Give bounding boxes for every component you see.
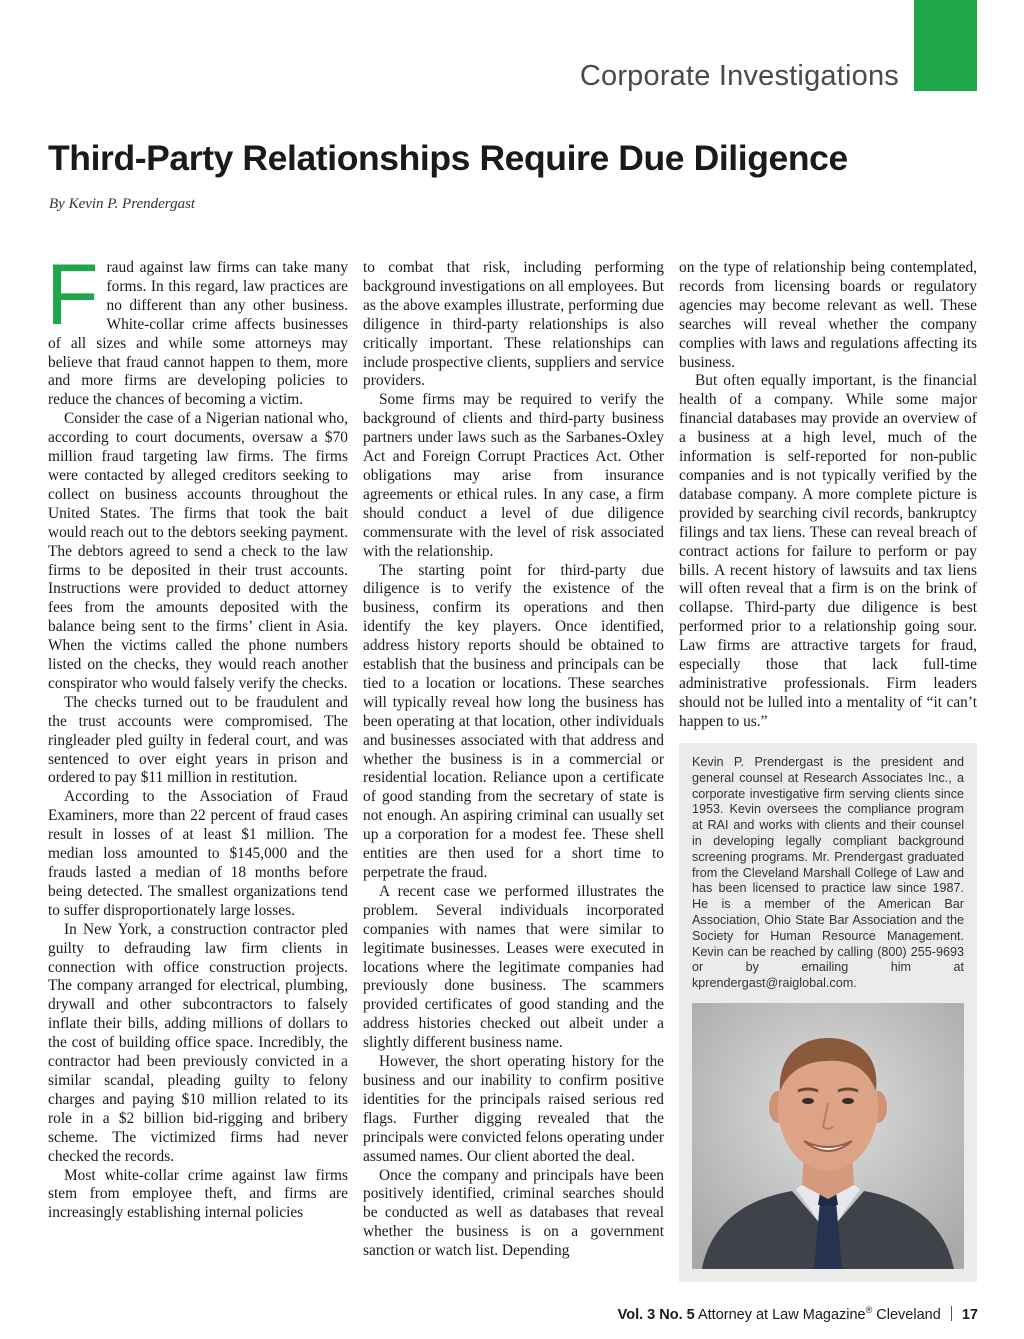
paragraph: Once the company and principals have been positively identified, criminal searches should be conducted as well as databases that reveal whether the business is on a government sanction or watch list. Depending bbox=[363, 1166, 664, 1260]
article-title: Third-Party Relationships Require Due Diligence bbox=[48, 138, 848, 178]
paragraph: But often equally important, is the financial health of a company. While some major financial databases may provide an overview of a business at a high level, much of the information is self-reported for non-public companies and is not typically verified by the database company. A more complete picture is provided by searching civil records, bankruptcy filings and tax liens. These can reveal breach of contract actions for failure to perform or pay bills. A recent history of lawsuits and tax liens will often reveal that a firm is on the brink of collapse. Third-party due diligence is best performed prior to a relationship going sour. Law firms are attractive targets for fraud, especially those that lack full-time administrative professionals. Firm leaders should not be lulled into a mentality of “it can’t happen to us.” bbox=[679, 372, 977, 730]
article-column-2 bbox=[363, 259, 664, 1261]
drop-cap: F bbox=[46, 247, 99, 343]
section-header: Corporate Investigations bbox=[579, 60, 899, 92]
page-footer bbox=[618, 1305, 978, 1323]
paragraph: Some firms may be required to verify the background of clients and third-party business partners under laws such as the Sarbanes-Oxley Act and Foreign Corrupt Practices Act. Other obligations may arise from insurance agreements or ethical rules. In any case, a firm should conduct a level of due diligence commensurate with the level of risk associated with the relationship. bbox=[363, 391, 664, 560]
paragraph: According to the Association of Fraud Examiners, more than 22 percent of fraud cases result in losses of at least $1 million. The median loss amounted to $145,000 and the frauds lasted a median of 18 months before being detected. The smallest organizations tend to suffer disproportionately large losses. bbox=[48, 788, 348, 919]
registered-mark: ® bbox=[865, 1305, 873, 1315]
magazine-city: Cleveland bbox=[876, 1306, 941, 1323]
paragraph: Most white-collar crime against law firms stem from employee theft, and firms are increasingly establishing internal policies bbox=[48, 1166, 348, 1222]
article-column-3 bbox=[679, 259, 977, 732]
paragraph: Fraud against law firms can take many forms. In this regard, law practices are no different than any other business. White-collar crime affects businesses of all sizes and while some attorneys may believe that fraud cannot happen to them, more and more firms are developing policies to reduce the chances of becoming a victim. bbox=[46, 247, 348, 409]
paragraph: The checks turned out to be fraudulent and the trust accounts were compromised. The ringleader pled guilty in federal court, and was sentenced to over eight years in prison and ordered to pay $11 million in restitution. bbox=[48, 693, 348, 787]
author-bio: Kevin P. Prendergast is the president and general counsel at Research Associates Inc., a corporate investigative firm serving clients since 1953. Kevin oversees the compliance program at RAI and works with clients and their counsel in developing legally compliant background screening programs. Mr. Prendergast graduated from the Cleveland Marshall College of Law and has been licensed to practice law since 1987. He is a member of the American Bar Association, Ohio State Bar Association and the Society for Human Resource Management. Kevin can be reached by calling (800) 255-9693 or by emailing him at kprendergast@raiglobal.com. bbox=[692, 755, 964, 991]
footer-divider bbox=[951, 1306, 952, 1321]
author-portrait-icon bbox=[692, 1003, 964, 1269]
article-column-1 bbox=[46, 247, 348, 1223]
paragraph: A recent case we performed illustrates the problem. Several individuals incorporated companies with names that were similar to legitimate businesses. Leases were executed in locations where the legitimate companies had previously done business. The scammers provided certificates of good standing and the address histories checked out albeit under a slightly different business name. bbox=[363, 882, 664, 1052]
page-number: 17 bbox=[961, 1306, 978, 1323]
author-photo bbox=[692, 1003, 964, 1269]
paragraph: However, the short operating history for the business and our inability to confirm positive identities for the principals raised serious red flags. Further digging revealed that the principals were convicted felons operating under assumed names. Our client aborted the deal. bbox=[363, 1053, 664, 1165]
section-color-tab bbox=[914, 0, 977, 91]
paragraph: on the type of relationship being contemplated, records from licensing boards or regulatory agencies may become relevant as well. These searches will reveal whether the company complies with laws and regulations affecting its business. bbox=[679, 259, 977, 371]
byline: By Kevin P. Prendergast bbox=[49, 196, 196, 212]
paragraph: to combat that risk, including performing background investigations on all employees. But as the above examples illustrate, performing due diligence in third-party relationships is also critically important. These relationships can include prospective clients, suppliers and service providers. bbox=[363, 259, 664, 390]
magazine-name: Attorney at Law Magazine bbox=[697, 1306, 866, 1323]
paragraph: Consider the case of a Nigerian national who, according to court documents, oversaw a $70 million fraud targeting law firms. The firms were contacted by alleged creditors seeking to collect on business accounts throughout the United States. The firms that took the bait would reach out to the debtors seeking payment. The debtors agreed to send a check to the law firms to be deposited in their trust accounts. Instructions were provided to deduct attorney fees from the amounts deposited with the balance being sent to the firms’ client in Asia. When the victims called the phone numbers listed on the checks, they would reach another conspirator who would falsely verify the checks. bbox=[48, 410, 348, 692]
paragraph: In New York, a construction contractor pled guilty to defrauding law firm clients in connection with office construction projects. The company arranged for electrical, plumbing, drywall and other subcontractors to falsely inflate their bills, adding millions of dollars to the cost of building office space. Incredibly, the contractor had been previously convicted in a similar scandal, pleading guilty to felony charges and paying $10 million related to its role in a $2 billion bid-rigging and bribery scheme. The victimized firms had never checked the records. bbox=[48, 920, 348, 1165]
volume-issue: Vol. 3 No. 5 bbox=[617, 1306, 695, 1323]
paragraph: The starting point for third-party due diligence is to verify the existence of the business, confirm its operations and then identify the key players. Once identified, address history reports should be obtained to establish that the business and principals can be tied to a location or locations. These searches will typically reveal how long the business has been operating at that location, other individuals and businesses associated with that address and whether the business is in a commercial or residential location. Reliance upon a certificate of good standing from the secretary of state is not enough. An aspiring criminal can usually set up a corporation for a modest fee. These shell entities are then used for a short time to perpetrate the fraud. bbox=[363, 561, 664, 881]
